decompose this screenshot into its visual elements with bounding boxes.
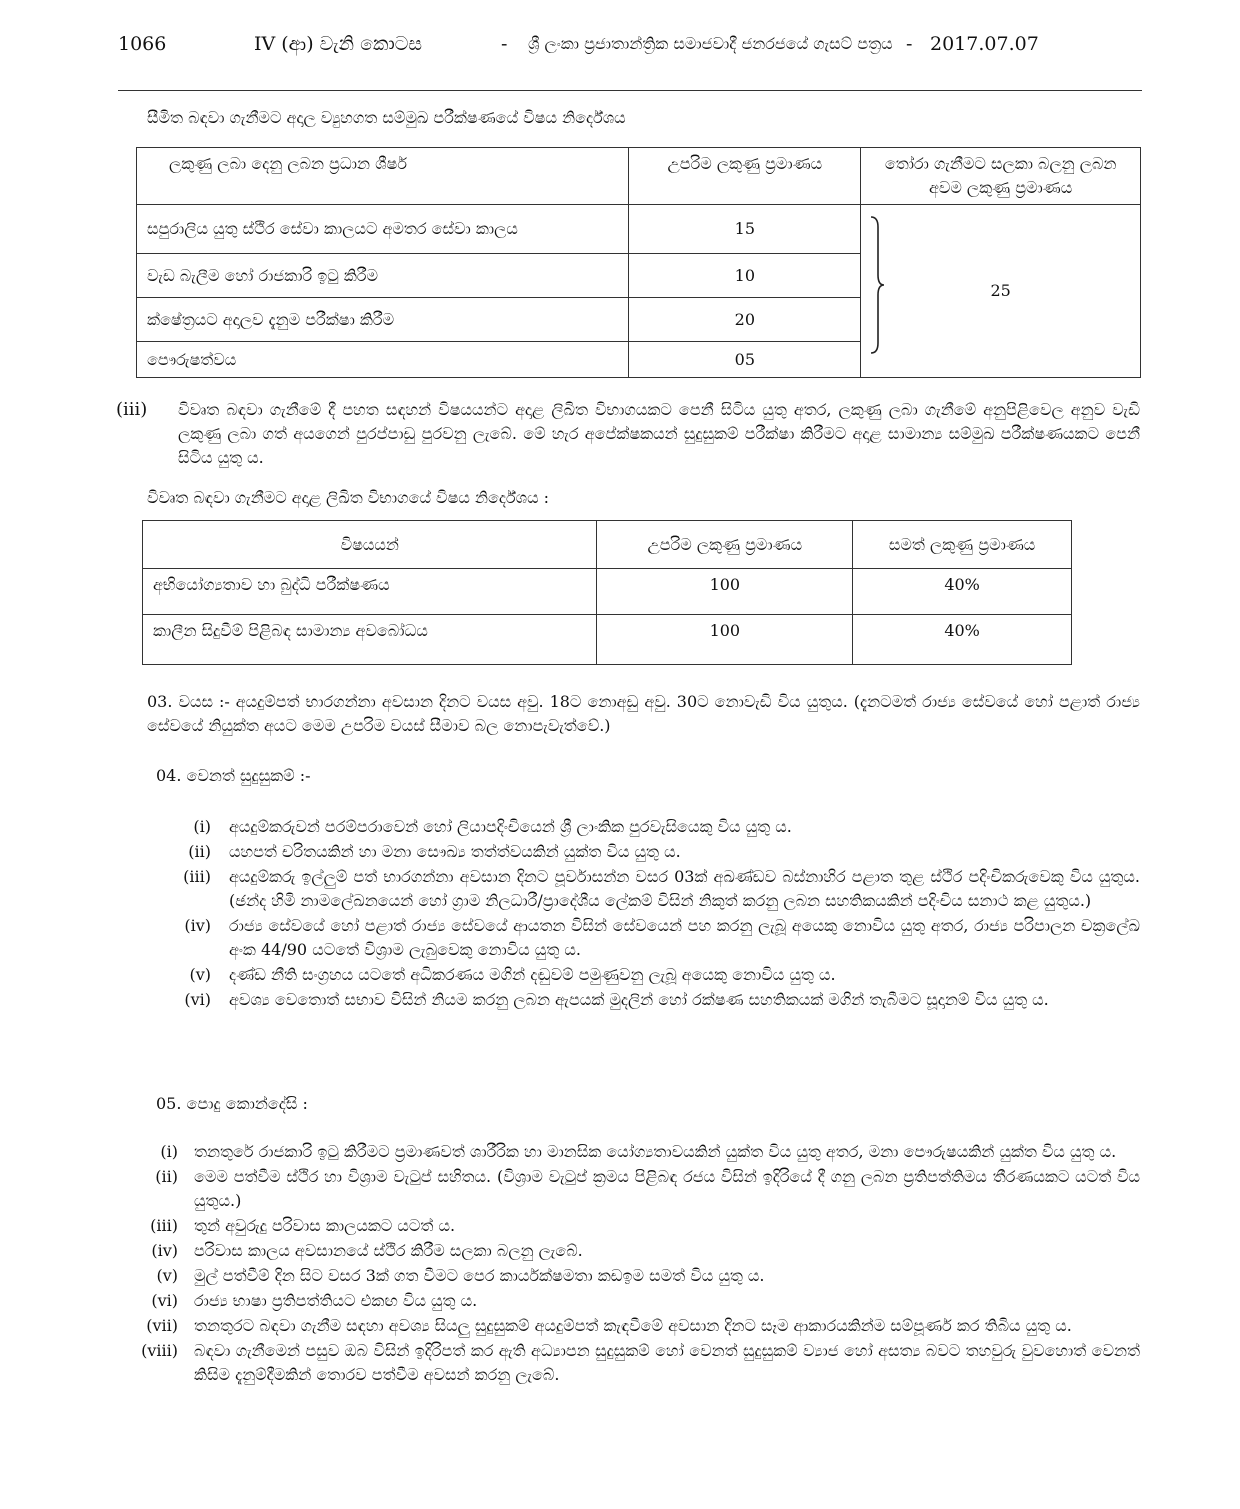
table-cell: වැඩ බැලීම හෝ රාජකාරි ඉටු කිරීම [137, 254, 629, 298]
item-text: යහපත් චරිතයකින් හා මනා සෞඛ්‍ය තත්ත්වයකින් යුක්ත විය යුතු ය. [229, 842, 681, 861]
gazette-part: IV (ආ) වැනි කොටස [254, 33, 423, 55]
section-05-title: 05. පොදු කොන්දේසි : [156, 1094, 308, 1113]
section-iii-text: විවෘත බඳවා ගැනීමේ දී පහත සඳහන් විෂයයන්ට අදාළ ලිඛිත විභාගයකට පෙනී සිටිය යුතු අතර, ලකුණු ලබා ගැනීමේ අනුපිළිවෙල අනුව වැඩි ලකුණු ලබා ගත් අයගෙන් පුරප්පාඩු පුරවනු ලැබේ. මේ හැර අපේක්ෂකයන් සුදුසුකම් පරීක්ෂා කිරීමට අදාළ සාමාන්‍ය සම්මුඛ පරීක්ෂණයකට පෙනී සිටිය යුතු ය. [178, 400, 1140, 467]
item-text: අවශ්‍ය වෙතොත් සභාව විසින් නියම කරනු ලබන ඇපයක් මුදලින් හෝ රක්ෂණ සහතිකයක් මගින් තැබීමට සූදානම් විය යුතු ය. [229, 990, 1049, 1009]
list-item [136, 1339, 1140, 1387]
item-number: (ii) [155, 1167, 178, 1186]
table-cell: 40% [853, 615, 1072, 665]
table-cell: 15 [629, 205, 861, 254]
column-header: ලකුණු ලබා දෙනු ලබන ප්‍රධාන ශීර්ෂ [137, 148, 629, 205]
table-cell: 100 [597, 569, 853, 615]
list-item [176, 840, 1140, 864]
table-cell: කාලීන සිදුවීම් පිළිබඳ සාමාන්‍ය අවබෝධය [143, 615, 597, 665]
list-item [176, 914, 1140, 962]
page-number: 1066 [118, 33, 167, 55]
header-rule [118, 90, 1142, 91]
item-number: (ii) [188, 842, 211, 861]
column-header: උපරිම ලකුණු ප්‍රමාණය [629, 148, 861, 205]
list-item [176, 963, 1140, 987]
table-header-row [137, 148, 1141, 205]
table-row [143, 569, 1072, 615]
table-cell: අභියෝග්‍යතාව හා බුද්ධි පරීක්ෂණය [143, 569, 597, 615]
list-item [136, 1140, 1140, 1164]
table-cell: පෞරුෂත්වය [137, 342, 629, 378]
column-header: විෂයයන් [143, 521, 597, 569]
item-number: (vi) [184, 990, 211, 1009]
page-header [118, 30, 1140, 70]
list-item [176, 815, 1140, 839]
min-marks-cell [861, 205, 1141, 378]
interview-syllabus-table [136, 147, 1141, 378]
list-item [176, 865, 1140, 913]
item-text: තනතුරට බඳවා ගැනීම සඳහා අවශ්‍ය සියලු සුදුසුකම් අයදුම්පත් කැඳවීමේ අවසාන දිනට සෑම ආකාරයකින්ම සම්පූර්ණ කර තිබිය යුතු ය. [194, 1316, 1072, 1335]
item-text: තනතුරේ රාජකාරි ඉටු කිරීමට ප්‍රමාණවත් ශාරීරික හා මානසික යෝග්‍යතාවයකින් යුක්ත විය යුතු අතර, මනා පෞරුෂයකින් යුක්ත විය යුතු ය. [194, 1142, 1117, 1161]
item-number: (v) [156, 1266, 178, 1285]
item-number: (iii) [150, 1216, 178, 1235]
section-03-text: 03. වයස :- අයදුම්පත් භාරගන්නා අවසාන දිනට වයස අවු. 18ට නොඅඩු අවු. 30ට නොවැඩි විය යුතුය. (දැනටමත් රාජ්‍ය සේවයේ හෝ පළාත් රාජ්‍ය සේවයේ නියුක්ත අයට මෙම උපරිම වයස් සීමාව බල නොපැවැත්වේ.) [147, 692, 1140, 735]
column-header: සමත් ලකුණු ප්‍රමාණය [853, 521, 1072, 569]
column-header: උපරිම ලකුණු ප්‍රමාණය [597, 521, 853, 569]
min-marks-value: 25 [990, 281, 1011, 300]
header-separator: - [501, 33, 508, 55]
table-header-row [143, 521, 1072, 569]
table-cell: 10 [629, 254, 861, 298]
item-number: (i) [193, 817, 211, 836]
table1-title: සීමිත බඳවා ගැනීමට අදාල ව්‍යුහගත සම්මුඛ පරීක්ෂණයේ විෂය නිර්දේශය [147, 108, 626, 127]
item-number: (i) [160, 1142, 178, 1161]
item-text: අයදුම්කරු ඉල්ලුම් පත් භාරගන්නා අවසාන දිනට පූර්වාසන්න වසර 03ක් අඛණ්ඩව බස්නාහිර පළාත තුළ ස්ථිර පදිංචිකරුවෙකු විය යුතුය. (ඡන්ද හිමි නාමලේඛනයෙන් හෝ ග්‍රාම නිලධාරී/ප්‍රාදේශීය ලේකම් විසින් නිකුත් කරනු ලබන සහතිකයකින් පදිංචිය සනාථ කළ යුතුය.) [229, 867, 1140, 910]
table-cell: 05 [629, 342, 861, 378]
item-text: බඳවා ගැනීමෙන් පසුව ඔබ විසින් ඉදිරිපත් කර ඇති අධ්‍යාපන සුදුසුකම් හෝ වෙනත් සුදුසුකම් ව්‍යාජ හෝ අසත්‍ය බවට තහවුරු වුවහොත් වෙනත් කිසිම දැනුම්දීමකින් තොරව පත්වීම අවසන් කරනු ලැබේ. [194, 1341, 1140, 1384]
list-item [136, 1214, 1140, 1238]
item-text: මෙම පත්වීම ස්ථිර හා විශ්‍රාම වැටුප් සහිතය. (විශ්‍රාම වැටුප් ක්‍රමය පිළිබඳ රජය විසින් ඉදිරියේ දී ගනු ලබන ප්‍රතිපත්තිමය තීරණයකට යටත් විය යුතුය.) [194, 1167, 1140, 1210]
table-cell: 20 [629, 298, 861, 342]
item-text: පරිවාස කාලය අවසානයේ ස්ථිර කිරීම සලකා බලනු ලැබේ. [194, 1241, 583, 1260]
header-separator: - [906, 33, 913, 55]
table-row [137, 205, 1141, 254]
item-number: (v) [189, 965, 211, 984]
table-cell: 100 [597, 615, 853, 665]
item-text: රාජ්‍ය භාෂා ප්‍රතිපත්තියට එකඟ විය යුතු ය. [194, 1291, 478, 1310]
curly-brace-icon [869, 215, 885, 355]
list-item [136, 1314, 1140, 1338]
item-text: රාජ්‍ය සේවයේ හෝ පළාත් රාජ්‍ය සේවයේ ආයතන විසින් සේවයෙන් පහ කරනු ලැබූ අයෙකු නොවිය යුතු අතර, රාජ්‍ය පරිපාලන චක්‍රලේඛ අංක 44/90 යටතේ විශ්‍රාම ලැබුවෙකු නොවිය යුතු ය. [229, 916, 1140, 959]
section-05-list [136, 1140, 1140, 1387]
list-item [136, 1264, 1140, 1288]
gazette-title: ශ්‍රී ලංකා ප්‍රජාතාන්ත්‍රික සමාජවාදී ජනරජයේ ගැසට් පත්‍රය [528, 34, 893, 53]
section-04-title: 04. වෙනත් සුදුසුකම් :- [156, 766, 311, 785]
item-number: (iv) [184, 916, 211, 935]
item-number: (vi) [151, 1291, 178, 1310]
list-item [136, 1239, 1140, 1263]
list-item [136, 1165, 1140, 1213]
gazette-date: 2017.07.07 [930, 33, 1039, 55]
list-item [136, 1289, 1140, 1313]
item-text: තුන් අවුරුදු පරිවාස කාලයකට යටත් ය. [194, 1216, 456, 1235]
table-cell: ක්ෂේත්‍රයට අදාලව දැනුම පරීක්ෂා කිරීම [137, 298, 629, 342]
section-number: (iii) [116, 399, 148, 420]
list-item [176, 988, 1140, 1012]
table-cell: 40% [853, 569, 1072, 615]
item-text: දණ්ඩ නීති සංග්‍රහය යටතේ අධිකරණය මගින් දඬුවම් පමුණුවනු ලැබූ අයෙකු නොවිය යුතු ය. [229, 965, 836, 984]
item-text: මුල් පත්වීම් දින සිට වසර 3ක් ගත වීමට පෙර කාර්යක්ෂමතා කඩඉම සමත් විය යුතු ය. [194, 1266, 765, 1285]
item-number: (vii) [146, 1316, 178, 1335]
item-text: අයදුම්කරුවන් පරම්පරාවෙන් හෝ ලියාපදිංචියෙන් ශ්‍රී ලාංකික පුරවැසියෙකු විය යුතු ය. [229, 817, 792, 836]
table-row [143, 615, 1072, 665]
table2-title: විවෘත බඳවා ගැනීමට අදාළ ලිඛිත විභාගයේ විෂය නිර්දේශය : [147, 488, 550, 507]
written-exam-table [142, 520, 1072, 665]
table-cell: සපුරාලිය යුතු ස්ථිර සේවා කාලයට අමතර සේවා කාලය [137, 205, 629, 254]
item-number: (iv) [151, 1241, 178, 1260]
item-number: (iii) [183, 867, 211, 886]
item-number: (viii) [141, 1341, 178, 1360]
column-header: තෝරා ගැනීමට සලකා බලනු ලබන අවම ලකුණු ප්‍රමාණය [861, 148, 1141, 205]
section-04-list [176, 815, 1140, 1012]
